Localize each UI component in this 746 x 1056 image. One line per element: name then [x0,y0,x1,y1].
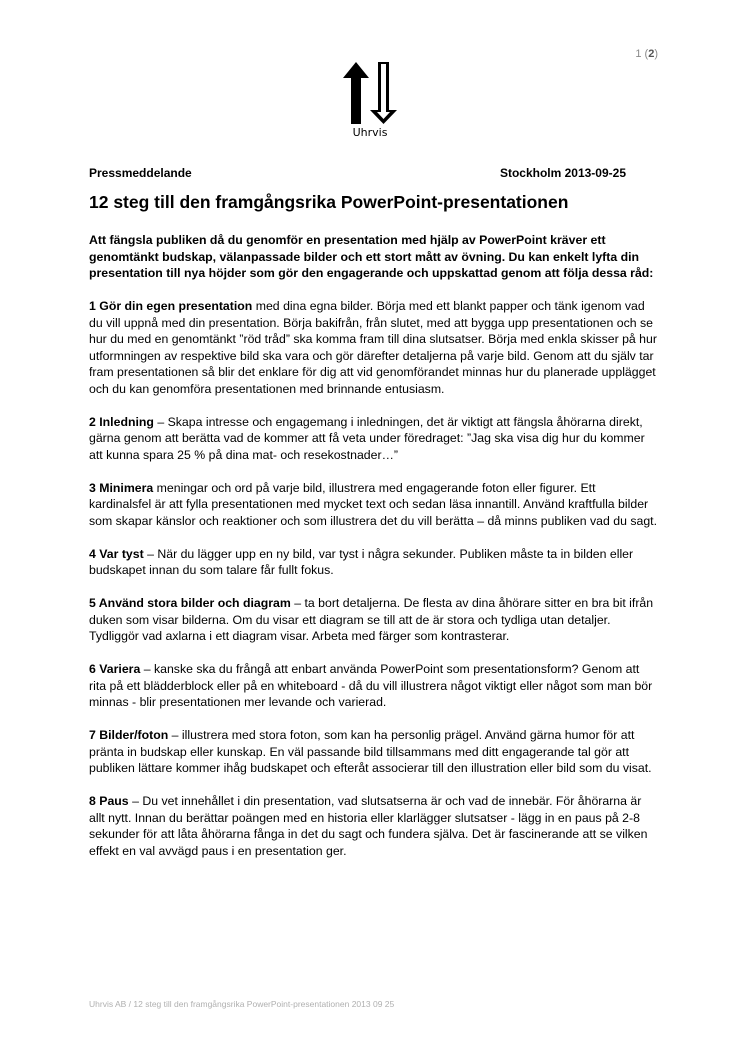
step-text: – kanske ska du frångå att enbart använda PowerPoint som presentationsform? Genom att rita på ett blädderblock eller på en whiteboard - då du vill illustrera något viktigt eller något som man bör minnas - blir presentationen mer levande och varierad. [89,662,653,709]
step-paragraph [89,727,659,777]
document-body [89,232,659,876]
step-heading: 5 Använd stora bilder och diagram [89,596,291,610]
page-total: 2 [648,48,655,60]
step-paragraph [89,546,659,579]
step-heading: 2 Inledning [89,414,154,429]
page-title: 12 steg till den framgångsrika PowerPoint-presentationen [89,192,569,212]
page-footer: Uhrvis AB / 12 steg till den framgångsrika PowerPoint-presentationen 2013 09 25 [89,999,395,1009]
logo-text: Uhrvis [352,126,388,139]
up-down-arrows-icon [340,60,400,126]
step-text: – Du vet innehållet i din presentation, vad slutsatserna är och vad de innebär. För åhörarna är allt nytt. Innan du berättar poängen med en historia eller klarlägger slutsatser - lägg in en paus på 2-8 sekunder för att låta åhörarna fånga in det du sagt och fundera själva. Det är fascinerande att se vilken effekt en val avvägd paus i en presentation ger. [89,794,648,858]
step-paragraph [89,480,659,530]
step-paragraph [89,595,659,645]
step-heading: 6 Variera [89,662,141,676]
step-paragraph [89,298,659,397]
step-heading: 7 Bilder/foton [89,728,169,742]
step-heading: 3 Minimera [89,480,154,495]
intro-paragraph: Att fängsla publiken då du genomför en presentation med hjälp av PowerPoint kräver ett genomtänkt budskap, välanpassade bilder och ett stort mått av övning. Du kan enkelt lyfta din presentation till nya höjder som gör den engagerande och uppskattad genom att följa dessa råd: [89,233,654,280]
step-text: – Skapa intresse och engagemang i inledningen, det är viktigt att fängsla åhörarna direkt, gärna genom att berätta vad de kommer att få veta under föredraget: ”Jag ska visa dig hur du kommer att kunna spara 25 % på dina mat- och resekostnader…” [89,414,645,462]
step-text: med dina egna bilder. Börja med ett blankt papper och tänk igenom vad du vill uppnå med din presentation. Börja bakifrån, från slutet, med att bygga upp presentationen och se hur du med en genomtänkt ”röd tråd” ska komma fram till dina slutsatser. Börja med enkla skisser på hur utformningen av respektive bild ska vara och gör därefter detaljerna på varje bild. Genom att du själv tar fram presentationen så blir det enklare för dig att vid genomförandet minnas hur du planerade upplägget och du kan genomföra presentationen med brinnande entusiasm. [89,299,657,396]
uhrvis-logo [340,60,400,140]
step-heading: 4 Var tyst [89,546,144,561]
step-paragraph [89,793,659,859]
step-heading: 1 Gör din egen presentation [89,299,253,313]
location-date: Stockholm 2013-09-25 [499,166,626,180]
step-text: – När du lägger upp en ny bild, var tyst i några sekunder. Publiken måste ta in bilden eller budskapet innan du som talare får fullt fokus. [89,546,634,577]
document-meta [89,166,626,180]
page-current: 1 [635,48,642,60]
step-paragraph [89,661,659,711]
step-text: – illustrera med stora foton, som kan ha personlig prägel. Använd gärna humor för att pränta in budskap eller kunskap. En väl passande bild tillsammans med ditt engagerande tal gör att publiken lättare kommer ihåg budskapet och efteråt associerar till den illustration eller bild som du visat. [89,728,652,775]
document-type: Pressmeddelande [89,166,192,180]
step-text: meningar och ord på varje bild, illustrera med engagerande foton eller figurer. Ett kardinalsfel är att fylla presentationen med mycket text och sedan läsa innantill. Använd kraftfulla bilder som skapar känslor och reaktioner och som illustrera det du vill berätta – då minns publiken vad du sagt. [89,480,657,528]
step-paragraph [89,414,659,464]
step-heading: 8 Paus [89,794,129,808]
page-number: 1 (2) [635,48,658,60]
step-text: – ta bort detaljerna. De flesta av dina åhörare sitter en bra bit ifrån duken som visar bilderna. Om du visar ett diagram se till att de är stora och tydliga utan detaljer. Tydliggör vad axlarna i ett diagram visar. Arbeta med färger som kontrasterar. [89,596,654,643]
